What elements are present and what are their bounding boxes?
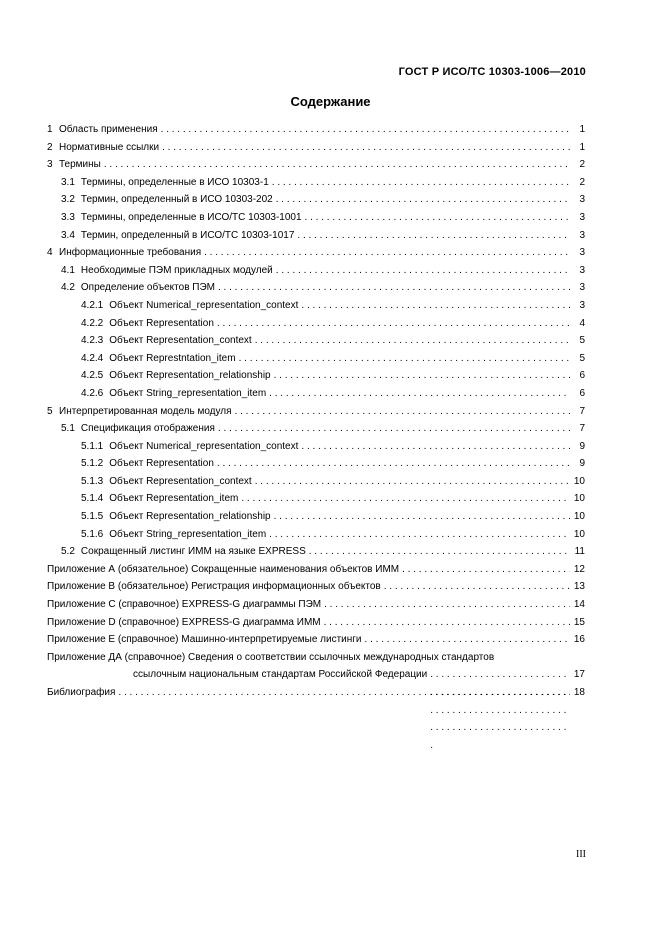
toc-entry[interactable] bbox=[47, 297, 585, 315]
toc-entry-title: Объект Representation_relationship bbox=[109, 511, 271, 523]
toc-entry-number: 5 bbox=[47, 405, 53, 417]
toc-entry-number: 3.3 bbox=[61, 211, 75, 223]
toc-entry-title: Термин, определенный в ИСО 10303-202 bbox=[80, 194, 273, 206]
toc-leader-dots bbox=[255, 332, 570, 350]
toc-entry-page: 10 bbox=[573, 475, 585, 487]
toc-leader-dots bbox=[274, 367, 570, 385]
toc-entry-title: Объект Representation bbox=[109, 458, 214, 470]
toc-entry-page: 10 bbox=[573, 493, 585, 505]
toc-entry-title: Объект Numerical_representation_context bbox=[109, 299, 299, 311]
toc-entry-title: Объект String_representation_item bbox=[109, 387, 267, 399]
toc-entry[interactable] bbox=[47, 156, 585, 174]
toc-leader-dots bbox=[384, 578, 570, 596]
toc-entry-page: 10 bbox=[573, 511, 585, 523]
toc-entry-page: 5 bbox=[579, 335, 585, 347]
toc-entry-number: 4 bbox=[47, 247, 53, 259]
toc-entry[interactable] bbox=[47, 385, 585, 403]
toc-leader-dots bbox=[274, 508, 570, 526]
toc-entry-number: 4.2.5 bbox=[81, 370, 104, 382]
toc-entry[interactable] bbox=[47, 139, 585, 157]
toc-entry-page: 3 bbox=[579, 264, 585, 276]
toc-leader-dots bbox=[402, 561, 570, 579]
toc-entry-page: 5 bbox=[579, 352, 585, 364]
toc-entry-appendix-da[interactable] bbox=[47, 649, 585, 684]
toc-entry[interactable] bbox=[47, 490, 585, 508]
toc-entry-title: Объект String_representation_item bbox=[109, 528, 267, 540]
toc-entry-number: 5.1 bbox=[61, 423, 75, 435]
toc-entry[interactable] bbox=[47, 473, 585, 491]
toc-entry[interactable] bbox=[47, 279, 585, 297]
toc-leader-dots bbox=[305, 209, 570, 227]
toc-entry-title: Термины, определенные в ИСО 10303-1 bbox=[80, 176, 269, 188]
table-of-contents bbox=[47, 121, 585, 702]
toc-entry-title: Термины bbox=[59, 159, 101, 171]
toc-entry-number: 1 bbox=[47, 124, 53, 135]
toc-leader-dots bbox=[324, 614, 570, 632]
toc-leader-dots bbox=[269, 526, 570, 544]
toc-entry-title: Объект Representation_item bbox=[109, 493, 239, 505]
toc-entry-page: 3 bbox=[579, 282, 585, 294]
toc-entry-page: 3 bbox=[579, 299, 585, 311]
toc-entry-number: 3.2 bbox=[61, 194, 75, 206]
toc-entry[interactable] bbox=[47, 174, 585, 192]
toc-entry-number: 5.2 bbox=[61, 546, 75, 558]
toc-entry-title: Информационные требования bbox=[59, 247, 202, 259]
toc-entry-page: 17 bbox=[573, 669, 585, 681]
toc-entry[interactable] bbox=[47, 420, 585, 438]
toc-entry[interactable] bbox=[47, 332, 585, 350]
toc-entry-page: 6 bbox=[579, 370, 585, 382]
toc-entry-title: Объект Representation bbox=[109, 317, 214, 329]
toc-entry[interactable] bbox=[47, 244, 585, 262]
toc-leader-dots bbox=[276, 262, 570, 280]
toc-entry-page: 3 bbox=[579, 211, 585, 223]
toc-leader-dots bbox=[217, 315, 570, 333]
toc-entry[interactable] bbox=[47, 209, 585, 227]
toc-entry-number: 5.1.3 bbox=[81, 475, 104, 487]
toc-leader-dots bbox=[217, 455, 570, 473]
toc-leader-dots bbox=[218, 279, 570, 297]
toc-leader-dots bbox=[162, 139, 570, 157]
toc-entry-page: 10 bbox=[573, 528, 585, 540]
toc-leader-dots bbox=[324, 596, 570, 614]
toc-leader-dots bbox=[161, 121, 570, 139]
toc-entry-number: 4.1 bbox=[61, 264, 75, 276]
toc-leader-dots bbox=[218, 420, 570, 438]
toc-entry-title: Приложение С (справочное) EXPRESS-G диаграммы ПЭМ bbox=[47, 599, 322, 611]
page-number: III bbox=[576, 849, 586, 860]
toc-title: Содержание bbox=[290, 94, 371, 109]
toc-entry-title: Библиография bbox=[47, 687, 116, 698]
toc-entry[interactable] bbox=[47, 596, 585, 614]
toc-entry-number: 3.4 bbox=[61, 229, 75, 241]
toc-leader-dots bbox=[104, 156, 570, 174]
toc-entry-number: 3.1 bbox=[61, 176, 75, 188]
toc-entry-number: 5.1.4 bbox=[81, 493, 104, 505]
page-header: ГОСТ Р ИСО/ТС 10303-1006—2010 bbox=[398, 66, 586, 78]
toc-entry-title: Объект Numerical_representation_context bbox=[109, 440, 299, 452]
toc-entry-page: 3 bbox=[579, 247, 585, 259]
toc-leader-dots bbox=[241, 490, 570, 508]
toc-entry[interactable] bbox=[47, 455, 585, 473]
toc-entry-page: 11 bbox=[574, 546, 585, 558]
toc-leader-dots bbox=[276, 191, 570, 209]
toc-entry-number: 5.1.2 bbox=[81, 458, 104, 470]
toc-entry-page: 16 bbox=[573, 634, 585, 646]
toc-entry-title: Нормативные ссылки bbox=[59, 141, 160, 153]
toc-entry-title: Объект Representation_relationship bbox=[109, 370, 271, 382]
toc-entry-page: 9 bbox=[579, 458, 585, 470]
toc-entry-number: 4.2 bbox=[61, 282, 75, 294]
toc-entry-title: Приложение ДА (справочное) Сведения о соответствии ссылочных международных стандартов bbox=[47, 651, 495, 663]
toc-entry-page: 18 bbox=[573, 687, 585, 698]
toc-leader-dots bbox=[430, 666, 570, 754]
toc-entry-title: Интерпретированная модель модуля bbox=[59, 405, 232, 417]
toc-leader-dots bbox=[309, 543, 570, 561]
toc-entry-page: 15 bbox=[573, 616, 585, 628]
toc-entry-title: Приложение А (обязательное) Сокращенные наименования объектов ИММ bbox=[47, 563, 400, 575]
toc-entry-title: Приложение Е (справочное) Машинно-интерпретируемые листинги bbox=[47, 634, 362, 646]
toc-entry-number: 4.2.1 bbox=[81, 299, 104, 311]
toc-entry-number: 5.1.6 bbox=[81, 528, 104, 540]
toc-leader-dots bbox=[301, 438, 570, 456]
toc-entry[interactable] bbox=[47, 578, 585, 596]
toc-entry-page: 1 bbox=[579, 124, 585, 135]
toc-entry-title: Необходимые ПЭМ прикладных модулей bbox=[80, 264, 273, 276]
toc-entry-page: 7 bbox=[579, 405, 585, 417]
toc-entry-title: Объект Representation_context bbox=[109, 335, 252, 347]
toc-entry[interactable] bbox=[47, 631, 585, 649]
toc-entry[interactable] bbox=[47, 315, 585, 333]
toc-entry-number: 4.2.4 bbox=[81, 352, 104, 364]
toc-entry-page: 7 bbox=[579, 423, 585, 435]
toc-entry-page: 9 bbox=[579, 440, 585, 452]
toc-entry[interactable] bbox=[47, 508, 585, 526]
toc-entry-title: Термин, определенный в ИСО/ТС 10303-1017 bbox=[80, 229, 295, 241]
toc-entry[interactable] bbox=[47, 227, 585, 245]
toc-entry-number: 5.1.1 bbox=[81, 440, 104, 452]
toc-leader-dots bbox=[297, 227, 570, 245]
toc-leader-dots bbox=[255, 473, 570, 491]
toc-entry-number: 5.1.5 bbox=[81, 511, 104, 523]
toc-entry-title: Область применения bbox=[59, 124, 158, 135]
toc-entry-page: 13 bbox=[573, 581, 585, 593]
toc-entry-number: 2 bbox=[47, 141, 53, 153]
toc-entry-title: Определение объектов ПЭМ bbox=[80, 282, 215, 294]
toc-entry[interactable] bbox=[47, 350, 585, 368]
toc-entry[interactable] bbox=[47, 526, 585, 544]
toc-entry-number: 4.2.2 bbox=[81, 317, 104, 329]
toc-entry-page: 6 bbox=[579, 387, 585, 399]
toc-entry-page: 2 bbox=[579, 176, 585, 188]
toc-leader-dots bbox=[235, 403, 570, 421]
toc-leader-dots bbox=[365, 631, 570, 649]
toc-leader-dots bbox=[269, 385, 570, 403]
toc-entry-page: 1 bbox=[579, 141, 585, 153]
toc-entry-page: 4 bbox=[579, 317, 585, 329]
toc-entry-title-continuation: ссылочным национальным стандартам Российской Федерации bbox=[133, 669, 428, 681]
toc-leader-dots bbox=[272, 174, 570, 192]
toc-entry-title: Объект Representation_context bbox=[109, 475, 252, 487]
toc-entry-title: Термины, определенные в ИСО/ТС 10303-1001 bbox=[80, 211, 302, 223]
toc-leader-dots bbox=[204, 244, 570, 262]
toc-entry[interactable] bbox=[47, 561, 585, 579]
toc-entry-page: 2 bbox=[579, 159, 585, 171]
toc-entry-page: 12 bbox=[573, 563, 585, 575]
toc-entry[interactable] bbox=[47, 543, 585, 561]
toc-leader-dots bbox=[301, 297, 570, 315]
toc-entry[interactable] bbox=[47, 121, 585, 139]
toc-entry[interactable] bbox=[47, 191, 585, 209]
toc-entry-number: 3 bbox=[47, 159, 53, 171]
toc-leader-dots bbox=[239, 350, 570, 368]
toc-entry-page: 3 bbox=[579, 229, 585, 241]
toc-entry-page: 14 bbox=[573, 599, 585, 611]
toc-entry-number: 4.2.6 bbox=[81, 387, 104, 399]
toc-entry-title: Спецификация отображения bbox=[80, 423, 215, 435]
toc-entry[interactable] bbox=[47, 367, 585, 385]
toc-entry-title: Приложение В (обязательное) Регистрация информационных объектов bbox=[47, 581, 381, 593]
toc-entry-title: Объект Represtntation_item bbox=[109, 352, 236, 364]
toc-entry[interactable] bbox=[47, 438, 585, 456]
toc-entry[interactable] bbox=[47, 262, 585, 280]
toc-entry-page: 3 bbox=[579, 194, 585, 206]
toc-entry[interactable] bbox=[47, 614, 585, 632]
toc-entry-title: Сокращенный листинг ИММ на языке EXPRESS bbox=[80, 546, 306, 558]
toc-entry-number: 4.2.3 bbox=[81, 335, 104, 347]
toc-entry[interactable] bbox=[47, 403, 585, 421]
toc-entry-title: Приложение D (справочное) EXPRESS-G диаграмма ИММ bbox=[47, 616, 321, 628]
